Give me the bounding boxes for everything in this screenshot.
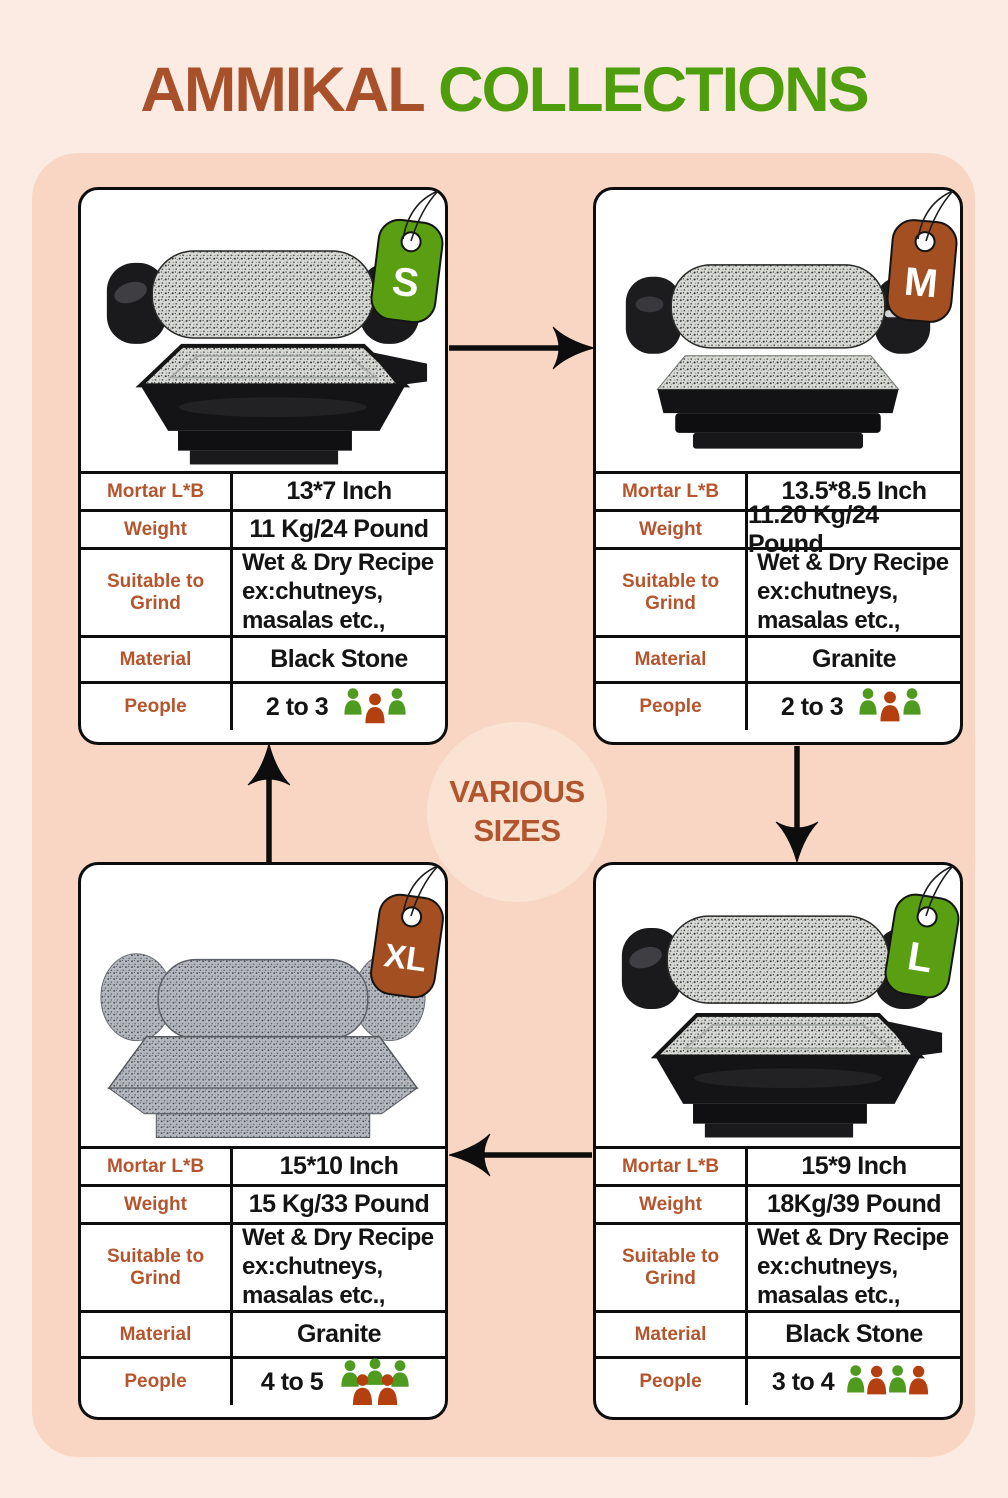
spec-value-people	[748, 1359, 960, 1405]
table-row	[81, 638, 445, 684]
table-row	[81, 1149, 445, 1187]
page-title	[0, 54, 1008, 126]
table-row	[81, 1359, 445, 1405]
badge-line-1: VARIOUS	[449, 774, 585, 810]
spec-label: People	[81, 684, 233, 730]
spec-table-small	[81, 471, 445, 730]
tag-string-icon	[850, 862, 960, 932]
arrow-down-icon	[775, 746, 819, 862]
size-tag-label: XL	[381, 936, 429, 979]
people-group-icon	[844, 1362, 936, 1402]
table-row	[596, 1313, 960, 1359]
product-card-medium	[593, 187, 963, 745]
spec-value: 13*7 Inch	[286, 477, 392, 505]
spec-label: Material	[596, 1313, 748, 1356]
size-tag-label: M	[902, 259, 940, 306]
tag-string-icon	[850, 187, 960, 257]
table-row	[81, 684, 445, 730]
spec-table-extra-large	[81, 1146, 445, 1405]
spec-value: Wet & Dry Recipe ex:chutneys, masalas etc.,	[757, 1224, 949, 1309]
table-row	[596, 1225, 960, 1313]
spec-label: Suitable to Grind	[81, 1225, 233, 1310]
people-group-icon	[338, 685, 412, 729]
spec-value-people	[748, 684, 960, 730]
spec-value: 15*9 Inch	[801, 1152, 907, 1180]
spec-label: Material	[596, 638, 748, 681]
arrow-right-icon	[449, 326, 594, 370]
table-row	[596, 638, 960, 684]
people-count: 3 to 4	[771, 1367, 835, 1396]
table-row	[596, 1187, 960, 1225]
spec-label: Suitable to Grind	[596, 550, 748, 635]
table-row	[596, 684, 960, 730]
arrow-left-icon	[449, 1133, 592, 1177]
spec-label: Material	[81, 1313, 233, 1356]
spec-value: Granite	[811, 645, 897, 673]
table-row	[81, 1187, 445, 1225]
table-row	[81, 474, 445, 512]
size-tag-label: S	[389, 258, 422, 306]
spec-label: People	[596, 1359, 748, 1405]
spec-value: 11 Kg/24 Pound	[249, 515, 429, 543]
badge-line-2: SIZES	[473, 813, 561, 848]
table-row	[81, 550, 445, 638]
table-row	[81, 1225, 445, 1313]
spec-value: 13.5*8.5 Inch	[781, 477, 927, 505]
spec-label: People	[596, 684, 748, 730]
spec-value: Wet & Dry Recipe ex:chutneys, masalas etc.,	[242, 549, 434, 634]
spec-value: Black Stone	[785, 1320, 923, 1348]
spec-label: Material	[81, 638, 233, 681]
tag-string-icon	[335, 187, 445, 257]
table-row	[81, 512, 445, 550]
arrow-up-icon	[247, 744, 291, 862]
spec-value: 18Kg/39 Pound	[766, 1190, 942, 1218]
spec-value-people	[233, 1359, 445, 1405]
spec-label: Weight	[81, 512, 233, 547]
product-card-extra-large	[78, 862, 448, 1420]
table-row	[596, 550, 960, 638]
spec-label: Mortar L*B	[596, 474, 748, 509]
spec-value-people	[233, 684, 445, 730]
various-sizes-badge	[427, 722, 607, 902]
spec-value: Black Stone	[270, 645, 408, 673]
spec-label: Suitable to Grind	[596, 1225, 748, 1310]
people-count: 2 to 3	[265, 692, 329, 721]
spec-label: Weight	[81, 1187, 233, 1222]
spec-label: Mortar L*B	[81, 1149, 233, 1184]
product-card-large	[593, 862, 963, 1420]
spec-label: Mortar L*B	[596, 1149, 748, 1184]
spec-value: Wet & Dry Recipe ex:chutneys, masalas etc.,	[757, 549, 949, 634]
people-group-icon	[853, 685, 927, 729]
size-tag-label: L	[904, 933, 936, 981]
spec-label: Mortar L*B	[81, 474, 233, 509]
spec-label: Weight	[596, 1187, 748, 1222]
spec-value: Wet & Dry Recipe ex:chutneys, masalas etc.,	[242, 1224, 434, 1309]
spec-label: Weight	[596, 512, 748, 547]
spec-value: Granite	[296, 1320, 382, 1348]
people-count: 2 to 3	[780, 692, 844, 721]
people-count: 4 to 5	[260, 1367, 324, 1396]
product-card-small	[78, 187, 448, 745]
spec-table-medium	[596, 471, 960, 730]
tag-string-icon	[335, 862, 445, 932]
table-row	[596, 1149, 960, 1187]
title-word-collections: COLLECTIONS	[438, 55, 868, 125]
table-row	[81, 1313, 445, 1359]
spec-value: 11.20 Kg/24 Pound	[748, 500, 879, 558]
table-row	[596, 500, 960, 558]
people-group-icon	[333, 1357, 417, 1405]
spec-label: People	[81, 1359, 233, 1405]
spec-value: 15*10 Inch	[279, 1152, 399, 1180]
spec-table-large	[596, 1146, 960, 1405]
table-row	[596, 1359, 960, 1405]
spec-label: Suitable to Grind	[81, 550, 233, 635]
title-word-ammikal: AMMIKAL	[140, 55, 423, 125]
spec-value: 15 Kg/33 Pound	[248, 1190, 430, 1218]
